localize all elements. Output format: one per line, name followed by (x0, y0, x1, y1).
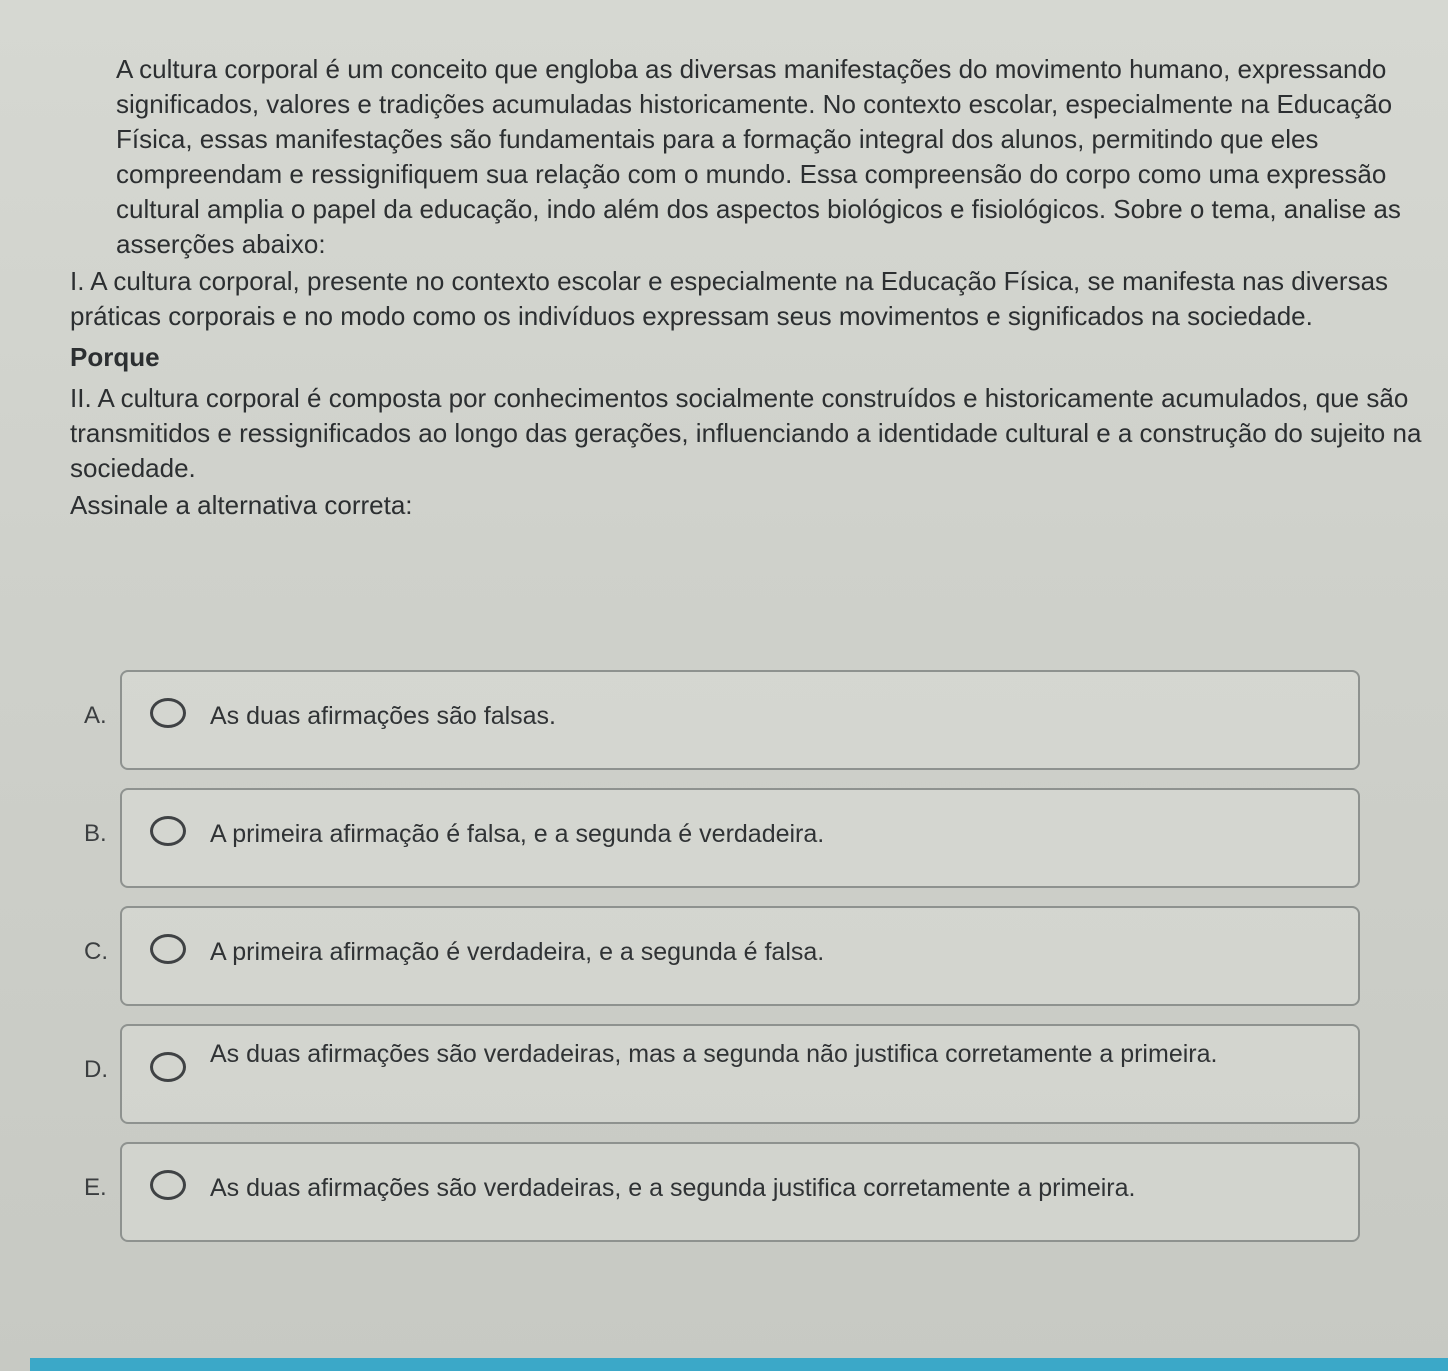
option-d[interactable] (50, 1024, 1360, 1120)
option-e-letter: E. (84, 1174, 107, 1201)
answer-options (50, 670, 1360, 1260)
connector-porque: Porque (70, 342, 160, 372)
option-a-label[interactable]: As duas afirmações são falsas. (210, 702, 556, 730)
option-d-label[interactable]: As duas afirmações são verdadeiras, mas a segunda não justifica corretamente a primeira. (210, 1040, 1218, 1068)
option-b-label[interactable]: A primeira afirmação é falsa, e a segunda é verdadeira. (210, 820, 825, 848)
radio-icon[interactable] (150, 698, 186, 728)
option-e-label[interactable]: As duas afirmações são verdadeiras, e a segunda justifica corretamente a primeira. (210, 1174, 1136, 1202)
option-c-letter: C. (84, 938, 108, 965)
option-b[interactable] (50, 788, 1360, 884)
option-b-letter: B. (84, 820, 107, 847)
option-c[interactable] (50, 906, 1360, 1002)
option-a-letter: A. (84, 702, 107, 729)
option-c-label[interactable]: A primeira afirmação é verdadeira, e a segunda é falsa. (210, 938, 825, 966)
radio-icon[interactable] (150, 816, 186, 846)
radio-icon[interactable] (150, 934, 186, 964)
assertion-1: I. A cultura corporal, presente no contexto escolar e especialmente na Educação Física, se manifesta nas diversas práticas corporais e no modo como os indivíduos expressam seus movimentos e significados na sociedade. (70, 266, 1389, 331)
question-context: A cultura corporal é um conceito que engloba as diversas manifestações do movimento humano, expressando significados, valores e tradições acumuladas historicamente. No contexto escolar, especialmente na Educação Física, essas manifestações são fundamentais para a formação integral dos alunos, permitindo que eles compreendam e ressignifiquem sua relação com o mundo. Essa compreensão do corpo como uma expressão cultural amplia o papel da educação, indo além dos aspectos biológicos e fisiológicos. Sobre o tema, analise as asserções abaixo: (116, 54, 1401, 259)
option-e[interactable] (50, 1142, 1360, 1238)
instruction: Assinale a alternativa correta: (70, 490, 413, 520)
option-d-letter: D. (84, 1056, 108, 1083)
radio-icon[interactable] (150, 1170, 186, 1200)
bottom-accent-bar (30, 1358, 1448, 1371)
question-statement (70, 52, 1430, 523)
option-a[interactable] (50, 670, 1360, 766)
radio-icon[interactable] (150, 1052, 186, 1082)
assertion-2: II. A cultura corporal é composta por conhecimentos socialmente construídos e historicamente acumulados, que são transmitidos e ressignificados ao longo das gerações, influenciando a identidade cultural e a construção do sujeito na sociedade. (70, 383, 1422, 483)
